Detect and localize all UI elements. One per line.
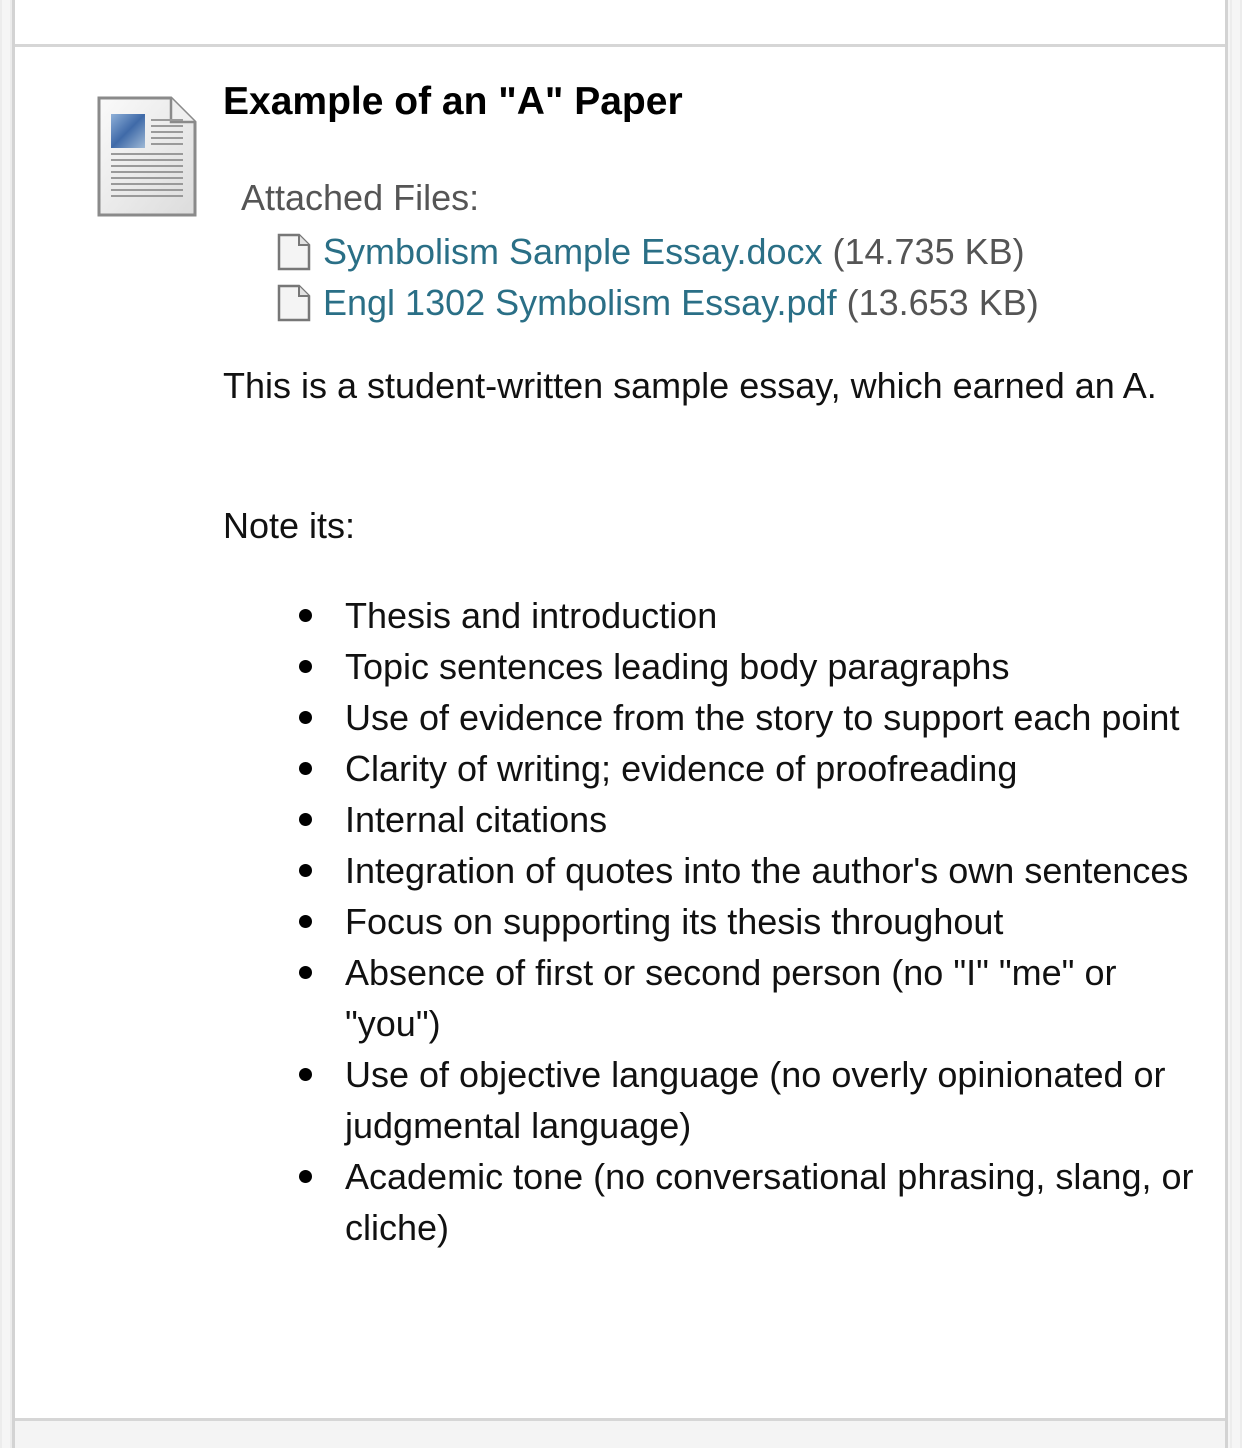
criteria-item: Use of evidence from the story to support each point — [345, 692, 1213, 743]
criteria-item: Academic tone (no conversational phrasing, slang, or cliche) — [345, 1151, 1213, 1253]
item-title: Example of an "A" Paper — [223, 80, 683, 123]
note-label: Note its: — [223, 505, 356, 546]
attached-file-link-docx[interactable]: Symbolism Sample Essay.docx — [323, 230, 823, 272]
criteria-item: Internal citations — [345, 794, 1213, 845]
attached-file-size: (13.653 KB) — [846, 281, 1039, 323]
criteria-item: Integration of quotes into the author's own sentences — [345, 845, 1213, 896]
attached-file-link-pdf[interactable]: Engl 1302 Symbolism Essay.pdf — [323, 281, 837, 323]
item-description: This is a student-written sample essay, which earned an A. — [223, 365, 1157, 406]
file-icon — [277, 284, 311, 322]
top-divider — [15, 44, 1225, 47]
content-item-panel — [12, 0, 1228, 1448]
attached-files-label: Attached Files: — [241, 177, 480, 218]
next-item-area — [15, 1421, 1225, 1448]
attached-files-list — [277, 226, 1039, 328]
criteria-item: Use of objective language (no overly opinionated or judgmental language) — [345, 1049, 1213, 1151]
attached-file-row — [277, 226, 1039, 277]
criteria-list — [223, 590, 1213, 1253]
criteria-item: Thesis and introduction — [345, 590, 1213, 641]
attached-file-size: (14.735 KB) — [832, 230, 1025, 272]
attached-file-row — [277, 277, 1039, 328]
criteria-item: Absence of first or second person (no "I" "me" or "you") — [345, 947, 1213, 1049]
criteria-item: Clarity of writing; evidence of proofreading — [345, 743, 1213, 794]
document-icon — [97, 96, 197, 218]
criteria-item: Topic sentences leading body paragraphs — [345, 641, 1213, 692]
file-icon — [277, 233, 311, 271]
criteria-item: Focus on supporting its thesis throughout — [345, 896, 1213, 947]
